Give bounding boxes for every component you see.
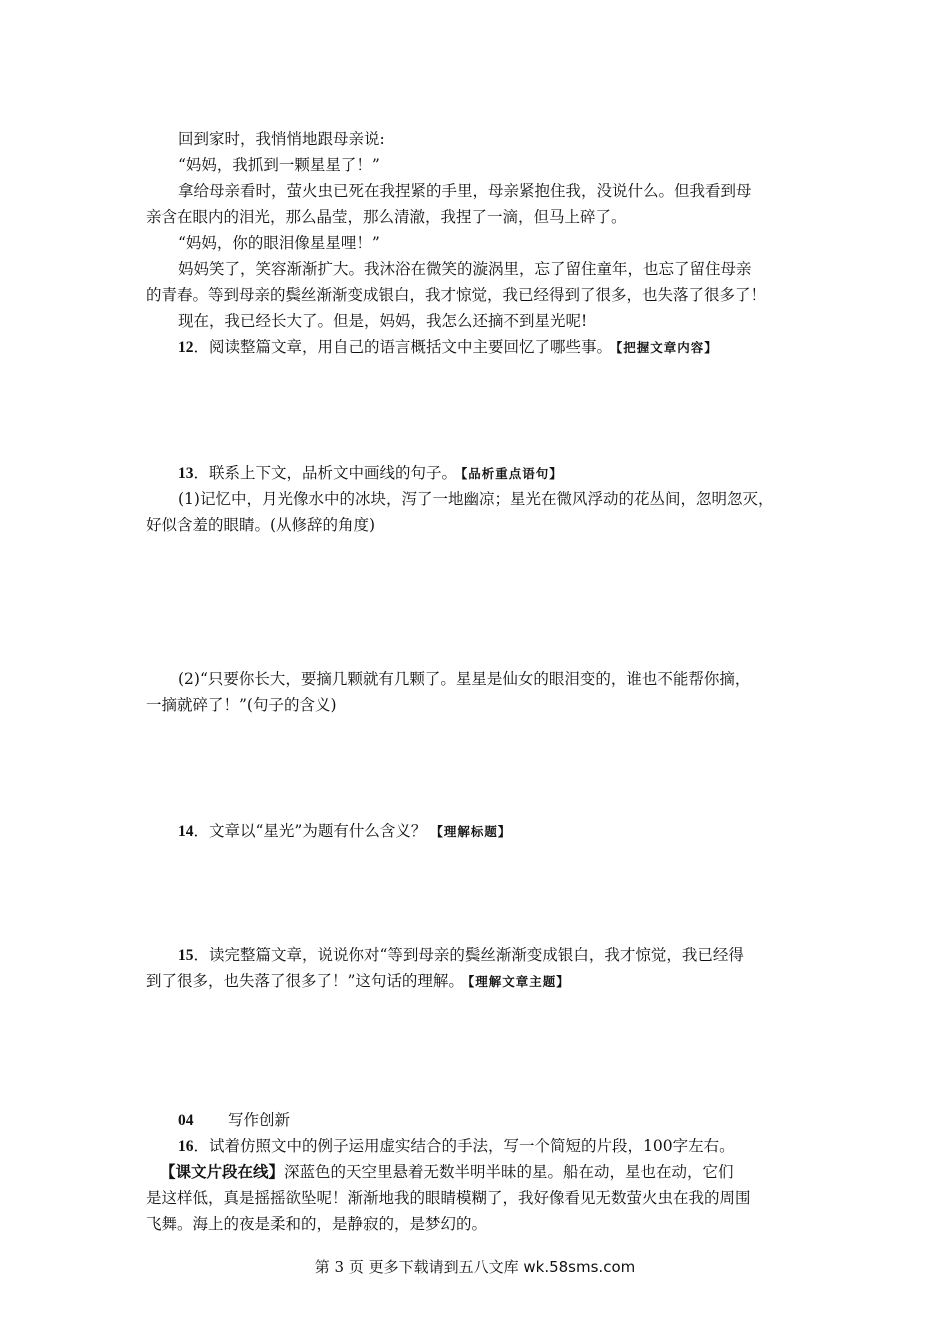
question-13 [178,460,826,487]
question-12-tag: 【把握文章内容】 [616,340,718,355]
story-paragraph-3-line-1: 拿给母亲看时，萤火虫已死在我捏紧的手里，母亲紧抱住我，没说什么。但我看到母 [178,182,752,200]
question-16-text: ．试着仿照文中的例子运用虚实结合的手法，写一个简短的片段，100字左右。 [193,1137,735,1155]
question-14-tag: 【理解标题】 [430,824,512,839]
excerpt-text-1: 深蓝色的天空里悬着无数半明半昧的星。船在动，星也在动，它们 [284,1163,734,1181]
page-footer [0,1256,950,1278]
section-heading [178,1107,826,1134]
question-12-text: ．阅读整篇文章，用自己的语言概括文中主要回忆了哪些事。 [193,338,613,356]
question-12-number: 12 [178,339,194,356]
excerpt-line-2: 是这样低，真是摇摇欲坠呢！渐渐地我的眼睛模糊了，我好像看见无数萤火虫在我的周围 [146,1189,751,1207]
question-15-number: 15 [178,947,194,964]
question-14 [178,818,826,845]
story-paragraph-5-line-2: 的青春。等到母亲的鬓丝渐渐变成银白，我才惊觉，我已经得到了很多，也失落了很多了！ [146,286,767,304]
question-14-text: ．文章以“星光”为题有什么含义？ [193,822,427,840]
story-paragraph-1: 回到家时，我悄悄地跟母亲说: [178,130,385,148]
question-16-number: 16 [178,1138,194,1155]
question-13-text: ．联系上下文，品析文中画线的句子。 [193,464,458,482]
story-paragraph-2: “妈妈，我抓到一颗星星了！” [178,156,380,174]
footer-text: 第 3 页 更多下载请到五八文库 [314,1258,524,1276]
story-paragraph-3-line-2: 亲含在眼内的泪光，那么晶莹，那么清澈，我捏了一滴，但马上碎了。 [146,208,627,226]
section-title: 写作创新 [228,1111,291,1129]
question-15-text-line-2: 到了很多，也失落了很多了！”这句话的理解。 [146,972,464,990]
story-paragraph-4: “妈妈，你的眼泪像星星哩！” [178,234,380,252]
question-15-line-2 [146,968,826,995]
excerpt-line-1 [160,1159,808,1185]
question-13-sub-1-line-2: 好似含羞的眼睛。(从修辞的角度) [146,516,376,534]
question-16 [178,1133,826,1160]
question-13-sub-2-line-1: (2)“只要你长大，要摘几颗就有几颗了。星星是仙女的眼泪变的，谁也不能帮你摘， [178,670,751,688]
question-12 [178,334,826,361]
question-15-tag: 【理解文章主题】 [467,974,570,989]
question-15-line-1 [178,942,826,969]
story-paragraph-5-line-1: 妈妈笑了，笑容渐渐扩大。我沐浴在微笑的漩涡里，忘了留住童年，也忘了留住母亲 [178,260,752,278]
section-number: 04 [178,1112,194,1129]
footer-link[interactable]: wk.58sms.com [523,1258,636,1276]
story-paragraph-6: 现在，我已经长大了。但是，妈妈，我怎么还摘不到星光呢! [178,312,588,330]
question-13-tag: 【品析重点语句】 [461,466,563,481]
excerpt-line-3: 飞舞。海上的夜是柔和的，是静寂的，是梦幻的。 [146,1215,488,1233]
excerpt-tag: 【课文片段在线】 [160,1162,285,1181]
question-13-number: 13 [178,465,194,482]
question-13-sub-1-line-1: (1)记忆中，月光像水中的冰块，泻了一地幽凉；星光在微风浮动的花丛间，忽明忽灭， [178,490,774,508]
question-15-text-line-1: ．读完整篇文章，说说你对“等到母亲的鬓丝渐渐变成银白，我才惊觉，我已经得 [193,946,744,964]
question-13-sub-2-line-2: 一摘就碎了！”(句子的含义) [146,696,337,714]
question-14-number: 14 [178,823,194,840]
